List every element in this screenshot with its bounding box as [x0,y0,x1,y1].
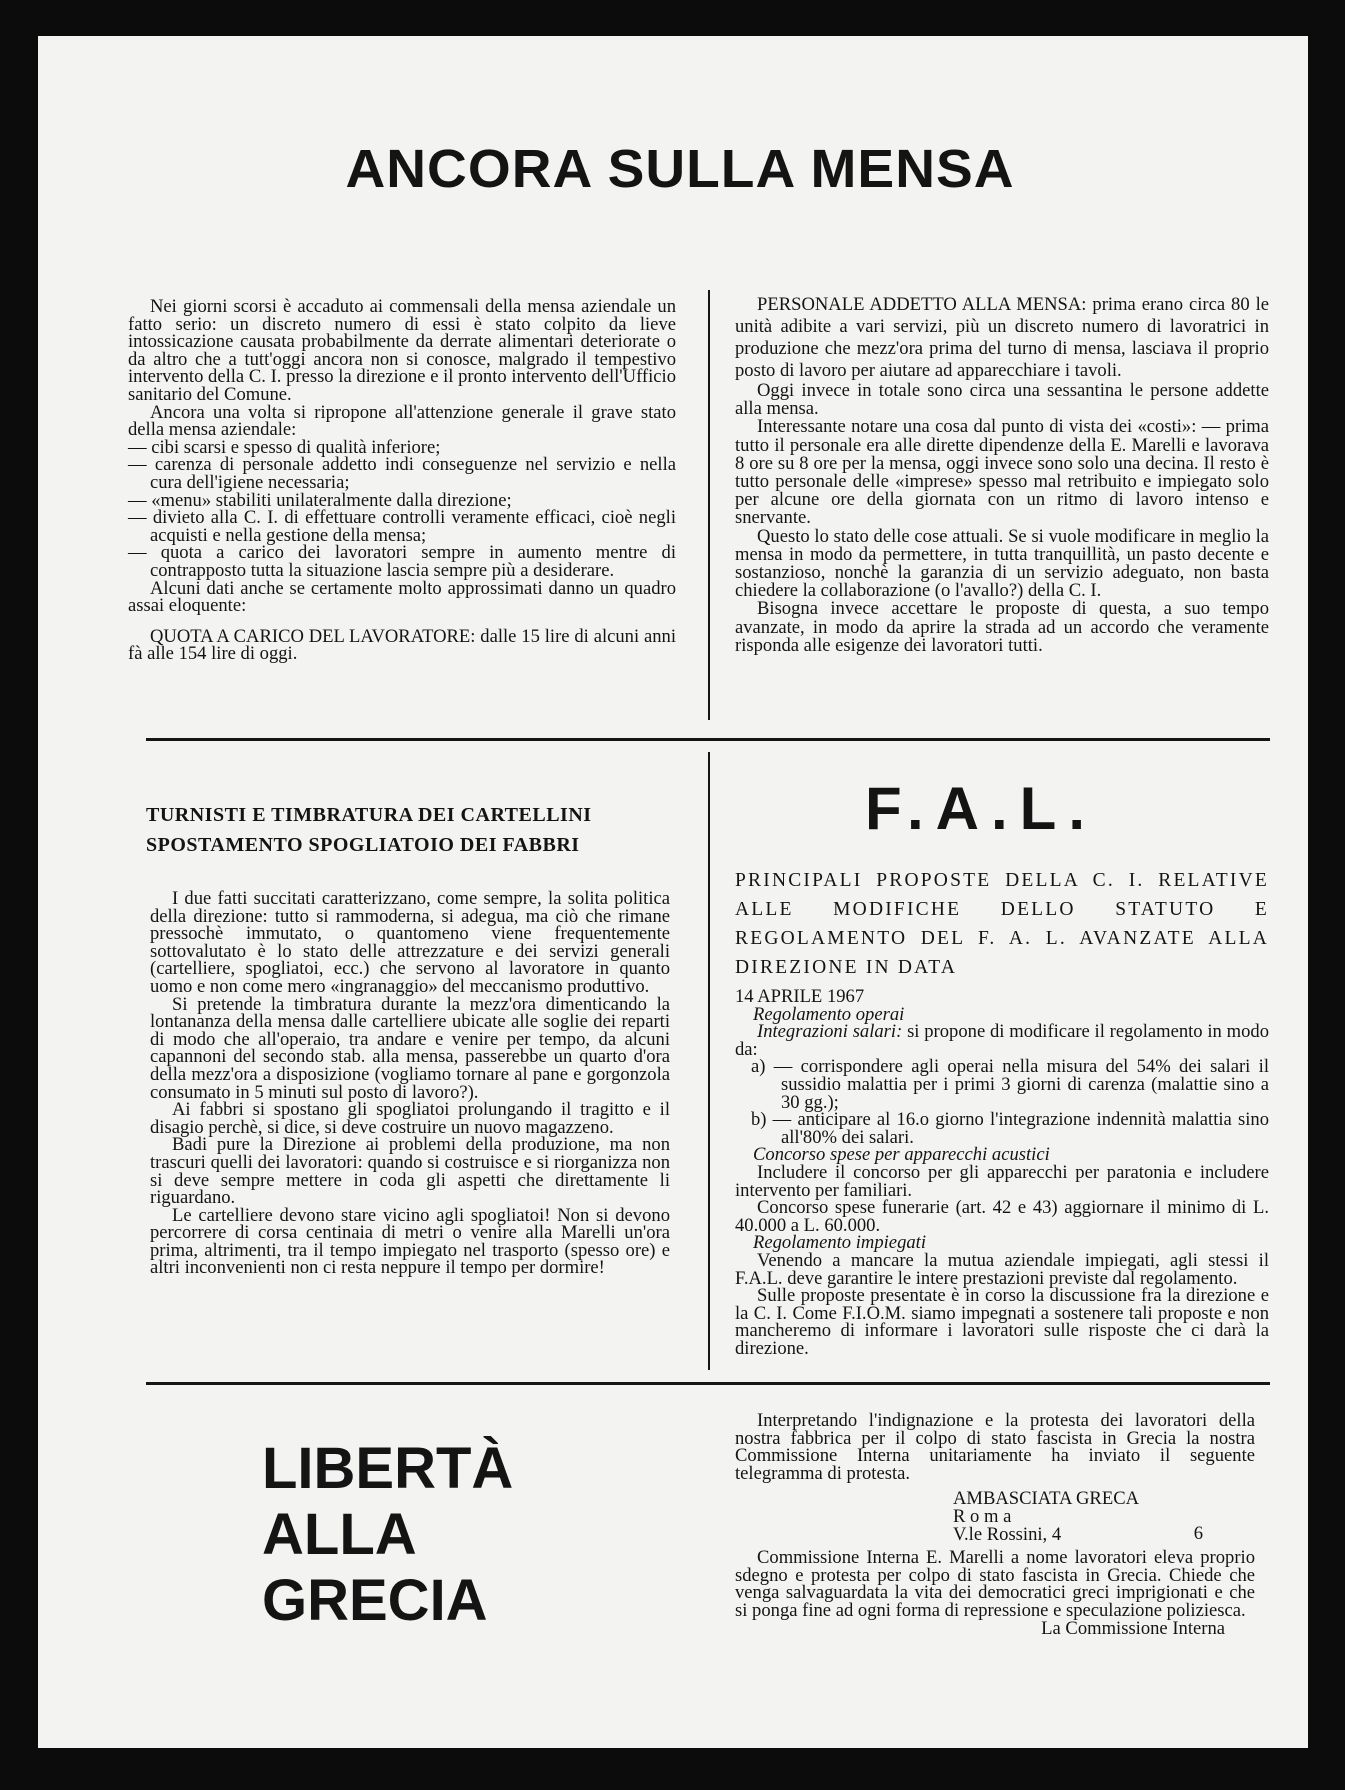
mensa-right-column [735,294,1269,655]
column-divider [708,752,710,1370]
paragraph: Ancora una volta si ripropone all'attenzione generale il grave stato della mensa aziendale: [128,401,676,441]
fal-column [735,866,1269,1357]
fal-title: F.A.L. [865,775,1097,842]
grecia-column [735,1412,1255,1637]
address-line: AMBASCIATA GRECA [953,1488,1140,1510]
telegram-address [953,1490,1213,1543]
address-line: V.le Rossini, 4 [953,1523,1062,1545]
list-item: b) — anticipare al 16.o giorno l'integrazione indennità malattia sino all'80% dei salari. [751,1109,1269,1148]
column-divider [708,290,710,720]
heading: TURNISTI E TIMBRATURA DEI CARTELLINI [146,804,592,826]
section-divider [146,1382,1270,1385]
paragraph: I due fatti succitati caratterizzano, come sempre, la solita politica della direzione: tutto si rammoderna, si adegua, ma ciò che rimane pressochè immutato, o quantomeno viene frequentemente sottovalutato è lo stato delle attrezzature e dei servizi generali (cartelliere, spogliatoi, ecc.) che servono al lavoratore in quanto uomo e non come mero «ingranaggio» del meccanismo produttivo. [150,888,670,997]
fal-lead: PRINCIPALI PROPOSTE DELLA C. I. RELATIVE ALLE MODIFICHE DELLO STATUTO E REGOLAMENTO DEL F. A. L. AVANZATE ALLA DIREZIONE IN DATA [735,870,1269,978]
paragraph: Badi pure la Direzione ai problemi della produzione, ma non trascuri quelli dei lavoratori: quando si costruisce e si riorganizza non si deve sempre mettere in coda gli aspetti che direttamente li riguardano. [150,1134,670,1209]
paragraph: Venendo a mancare la mutua aziendale impiegati, agli stessi il F.A.L. deve garantire le intere prestazioni previste dal regolamento. [735,1249,1269,1289]
list-item: — carenza di personale addetto indi conseguenze nel servizio e nella cura dell'igiene necessaria; [128,454,676,493]
page-number: 6 [1193,1523,1203,1545]
subheading: Concorso spese per apparecchi acustici [753,1144,1050,1166]
paragraph: Questo lo stato delle cose attuali. Se si vuole modificare in meglio la mensa in modo da permettere, in tutta tranquillità, un pasto decente e sostanzioso, nonchè la garanzia di un servizio adeguato, non basta chiedere la collaborazione (o l'avallo?) della C. I. [735,525,1269,602]
subheading: Regolamento impiegati [753,1232,926,1254]
paragraph: Alcuni dati anche se certamente molto approssimati danno un quadro assai eloquente: [128,577,676,617]
headline-line: GRECIA [262,1568,488,1633]
paragraph: Oggi invece in totale sono circa una sessantina le persone addette alla mensa. [735,380,1269,420]
fal-date: 14 APRILE 1967 [735,986,865,1007]
telegram-text: Commissione Interna E. Marelli a nome lavoratori eleva proprio sdegno e protesta per colpo di stato fascista in Grecia. Chiede che venga salvaguardata la vita dei democratici greci imprigionati e che si ponga fine ad ogni forma di repressione e speculazione poliziesca. [735,1547,1255,1621]
paragraph: Concorso spese funerarie (art. 42 e 43) aggiornare il minimo di L. 40.000 a L. 60.000. [735,1197,1269,1236]
paragraph: si propone di modificare il regolamento in modo da: [735,1021,1269,1060]
list-item: — «menu» stabiliti unilateralmente dalla direzione; [128,489,512,511]
page-title: ANCORA SULLA MENSA [345,139,1015,199]
mensa-left-column [128,298,676,663]
paragraph: Bisogna invece accettare le proposte di questa, a suo tempo avanzate, in modo da aprire la strada ad un accordo che veramente risponda alle esigenze dei lavoratori tutti. [735,598,1269,656]
signature: La Commissione Interna [1041,1617,1225,1639]
turnisti-column [150,890,670,1277]
turnisti-heading [146,800,676,860]
paragraph: Interpretando l'indignazione e la protesta dei lavoratori della nostra fabbrica per il colpo di stato fascista in Grecia la nostra Commissione Interna unitariamente ha inviato il seguente telegramma di protesta. [735,1410,1255,1484]
paragraph: Includere il concorso per gli apparecchi per paratonia e includere intervento per familiari. [735,1161,1269,1201]
subheading: Integrazioni salari: [757,1021,903,1043]
grecia-headline [262,1436,513,1634]
list-item: — divieto alla C. I. di effettuare controlli veramente efficaci, cioè negli acquisti e nella gestione della mensa; [128,507,676,546]
headline-line: ALLA [262,1502,417,1567]
list-item: — quota a carico dei lavoratori sempre in aumento mentre di contrapposto tutta la situazione lascia sempre più a desiderare. [128,542,676,581]
headline-line: LIBERTÀ [262,1436,514,1501]
section-divider [146,738,1270,741]
paragraph: QUOTA A CARICO DEL LAVORATORE: dalle 15 lire di alcuni anni fà alle 154 lire di oggi. [128,625,676,665]
paragraph: Nei giorni scorsi è accaduto ai commensali della mensa aziendale un fatto serio: un discreto numero di essi è stato colpito da lieve intossicazione causata probabilmente da derrate alimentari deteriorate o da altro che a tutt'oggi ancora non si conosce, malgrado il tempestivo intervento della C. I. presso la direzione e il pronto intervento dell'Ufficio sanitario del Comune. [128,296,676,405]
paragraph: Ai fabbri si spostano gli spogliatoi prolungando il tragitto e il disagio perchè, si dice, si deve costruire un nuovo magazzeno. [150,1099,670,1138]
paragraph: Sulle proposte presentate è in corso la discussione fra la direzione e la C. I. Come F.I.O.M. siamo impegnati a sostenere tali proposte e non mancheremo di informare i lavoratori sulle risposte che ci darà la direzione. [735,1285,1269,1359]
subheading: Regolamento operai [753,1003,905,1025]
address-line: R o m a [953,1505,1012,1527]
paragraph: Le cartelliere devono stare vicino agli spogliatoi! Non si devono percorrere di corsa centinaia di metri o venire alla Marelli un'ora prima, altrimenti, tra il tempo impiegato nel trasporto (spesso ore) e altri inconvenienti non ci resta neppure il tempo per dormire! [150,1204,670,1279]
paragraph: Interessante notare una cosa dal punto di vista dei «costi»: — prima tutto il personale era alle dirette dipendenze della E. Marelli e lavorava 8 ore su 8 ore per la mensa, oggi invece sono solo una decina. Il resto è tutto personale delle «imprese» spesso mal retribuito e impiegato solo per alcune ore della giornata con un ritmo di lavoro intenso e snervante. [735,416,1269,529]
heading: SPOSTAMENTO SPOGLIATOIO DEI FABBRI [146,834,580,856]
list-item: a) — corrispondere agli operai nella misura del 54% dei salari il sussidio malattia per i primi 3 giorni di carenza (malattie sino a 30 gg.); [751,1056,1269,1113]
paragraph: PERSONALE ADDETTO ALLA MENSA: prima erano circa 80 le unità adibite a vari servizi, più un discreto numero di lavoratrici in produzione che mezz'ora prima del turno di mensa, lasciava il proprio posto di lavoro per aiutare ad apparecchiare i tavoli. [735,294,1269,381]
list-item: — cibi scarsi e spesso di qualità inferiore; [128,436,441,458]
paragraph: Si pretende la timbratura durante la mezz'ora dimenticando la lontananza della mensa dalle cartelliere ubicate alle soglie dei reparti di modo che all'operaio, tra andare e venire per tempo, da alcuni capannoni del secondo stab. alla mensa, passerebbe un quarto d'ora della mezz'ora a disposizione (vogliamo tornare al pane e gorgonzola consumato in 5 minuti sul posto di lavoro?). [150,993,670,1103]
